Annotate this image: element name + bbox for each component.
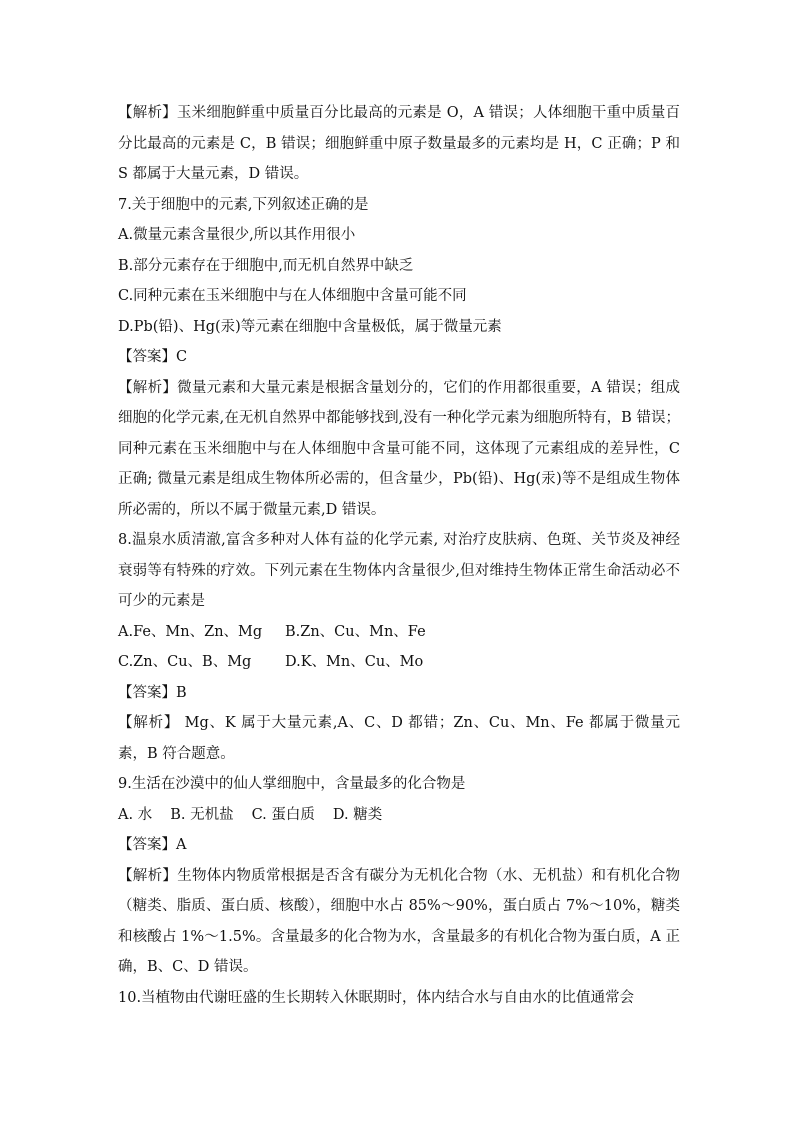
explanation-q6: 【解析】玉米细胞鲜重中质量百分比最高的元素是 O，A 错误；人体细胞干重中质量百分比最高的元素是 C，B 错误；细胞鲜重中原子数量最多的元素均是 H，C 正确；P 和 S 都属于大量元素，D 错误。 [118, 105, 680, 182]
question-8-option-d: D.K、Mn、Cu、Mo [285, 654, 424, 670]
question-9-option-d: D. 糖类 [332, 806, 383, 823]
question-8-options-row-2 [118, 647, 680, 678]
question-9-stem: 9.生活在沙漠中的仙人掌细胞中，含量最多的化合物是 [118, 776, 466, 792]
question-9-option-a: A. 水 [118, 806, 153, 823]
question-10-stem: 10.当植物由代谢旺盛的生长期转入休眠期时，体内结合水与自由水的比值通常会 [118, 989, 635, 1006]
question-7-option-b: B.部分元素存在于细胞中,而无机自然界中缺乏 [118, 257, 414, 274]
explanation-q9: 【解析】生物体内物质常根据是否含有碳分为无机化合物（水、无机盐）和有机化合物（糖类、脂质、蛋白质、核酸），细胞中水占 85%～90%，蛋白质占 7%～10%，糖类和核酸占 1%～1.5%。含量最多的化合物为水，含量最多的有机化合物为蛋白质，A 正确，B、C、D 错误。 [118, 867, 680, 975]
question-7-option-c: C.同种元素在玉米细胞中与在人体细胞中含量可能不同 [118, 288, 467, 304]
question-9-options [118, 800, 680, 831]
explanation-q7: 【解析】微量元素和大量元素是根据含量划分的，它们的作用都很重要，A 错误；组成细胞的化学元素,在无机自然界中都能够找到,没有一种化学元素为细胞所特有，B 错误；同种元素在玉米细胞中与在人体细胞中含量可能不同，这体现了元素组成的差异性，C 正确; 微量元素是组成生物体所必需的，但含量少，Pb(铅)、Hg(汞)等不是组成生物体所必需的，所以不属于微量元素,D 错误。 [118, 379, 680, 518]
question-7-option-a: A.微量元素含量很少,所以其作用很小 [118, 227, 356, 243]
question-9-option-c: C. 蛋白质 [251, 806, 315, 823]
answer-q9: 【答案】A [118, 837, 187, 853]
question-7-option-d: D.Pb(铅)、Hg(汞)等元素在细胞中含量极低，属于微量元素 [118, 318, 502, 335]
question-8-stem: 8.温泉水质清澈,富含多种对人体有益的化学元素, 对治疗皮肤病、色斑、关节炎及神经衰弱等有特殊的疗效。下列元素在生物体内含量很少,但对维持生物体正常生命活动必不可少的元素是 [118, 532, 680, 609]
question-7-stem: 7.关于细胞中的元素,下列叙述正确的是 [118, 196, 369, 213]
answer-q8: 【答案】B [118, 684, 187, 701]
question-8-option-a: A.Fe、Mn、Zn、Mg [118, 623, 263, 640]
answer-q7: 【答案】C [118, 349, 188, 365]
question-8-options-row-1 [118, 617, 680, 648]
question-9-option-b: B. 无机盐 [170, 806, 234, 823]
question-8-option-c: C.Zn、Cu、B、Mg [118, 654, 252, 670]
document-content [118, 98, 680, 1013]
question-8-option-b: B.Zn、Cu、Mn、Fe [285, 623, 426, 640]
explanation-q8: 【解析】 Mg、K 属于大量元素,A、C、D 都错；Zn、Cu、Mn、Fe 都属于微量元素，B 符合题意。 [118, 715, 680, 762]
